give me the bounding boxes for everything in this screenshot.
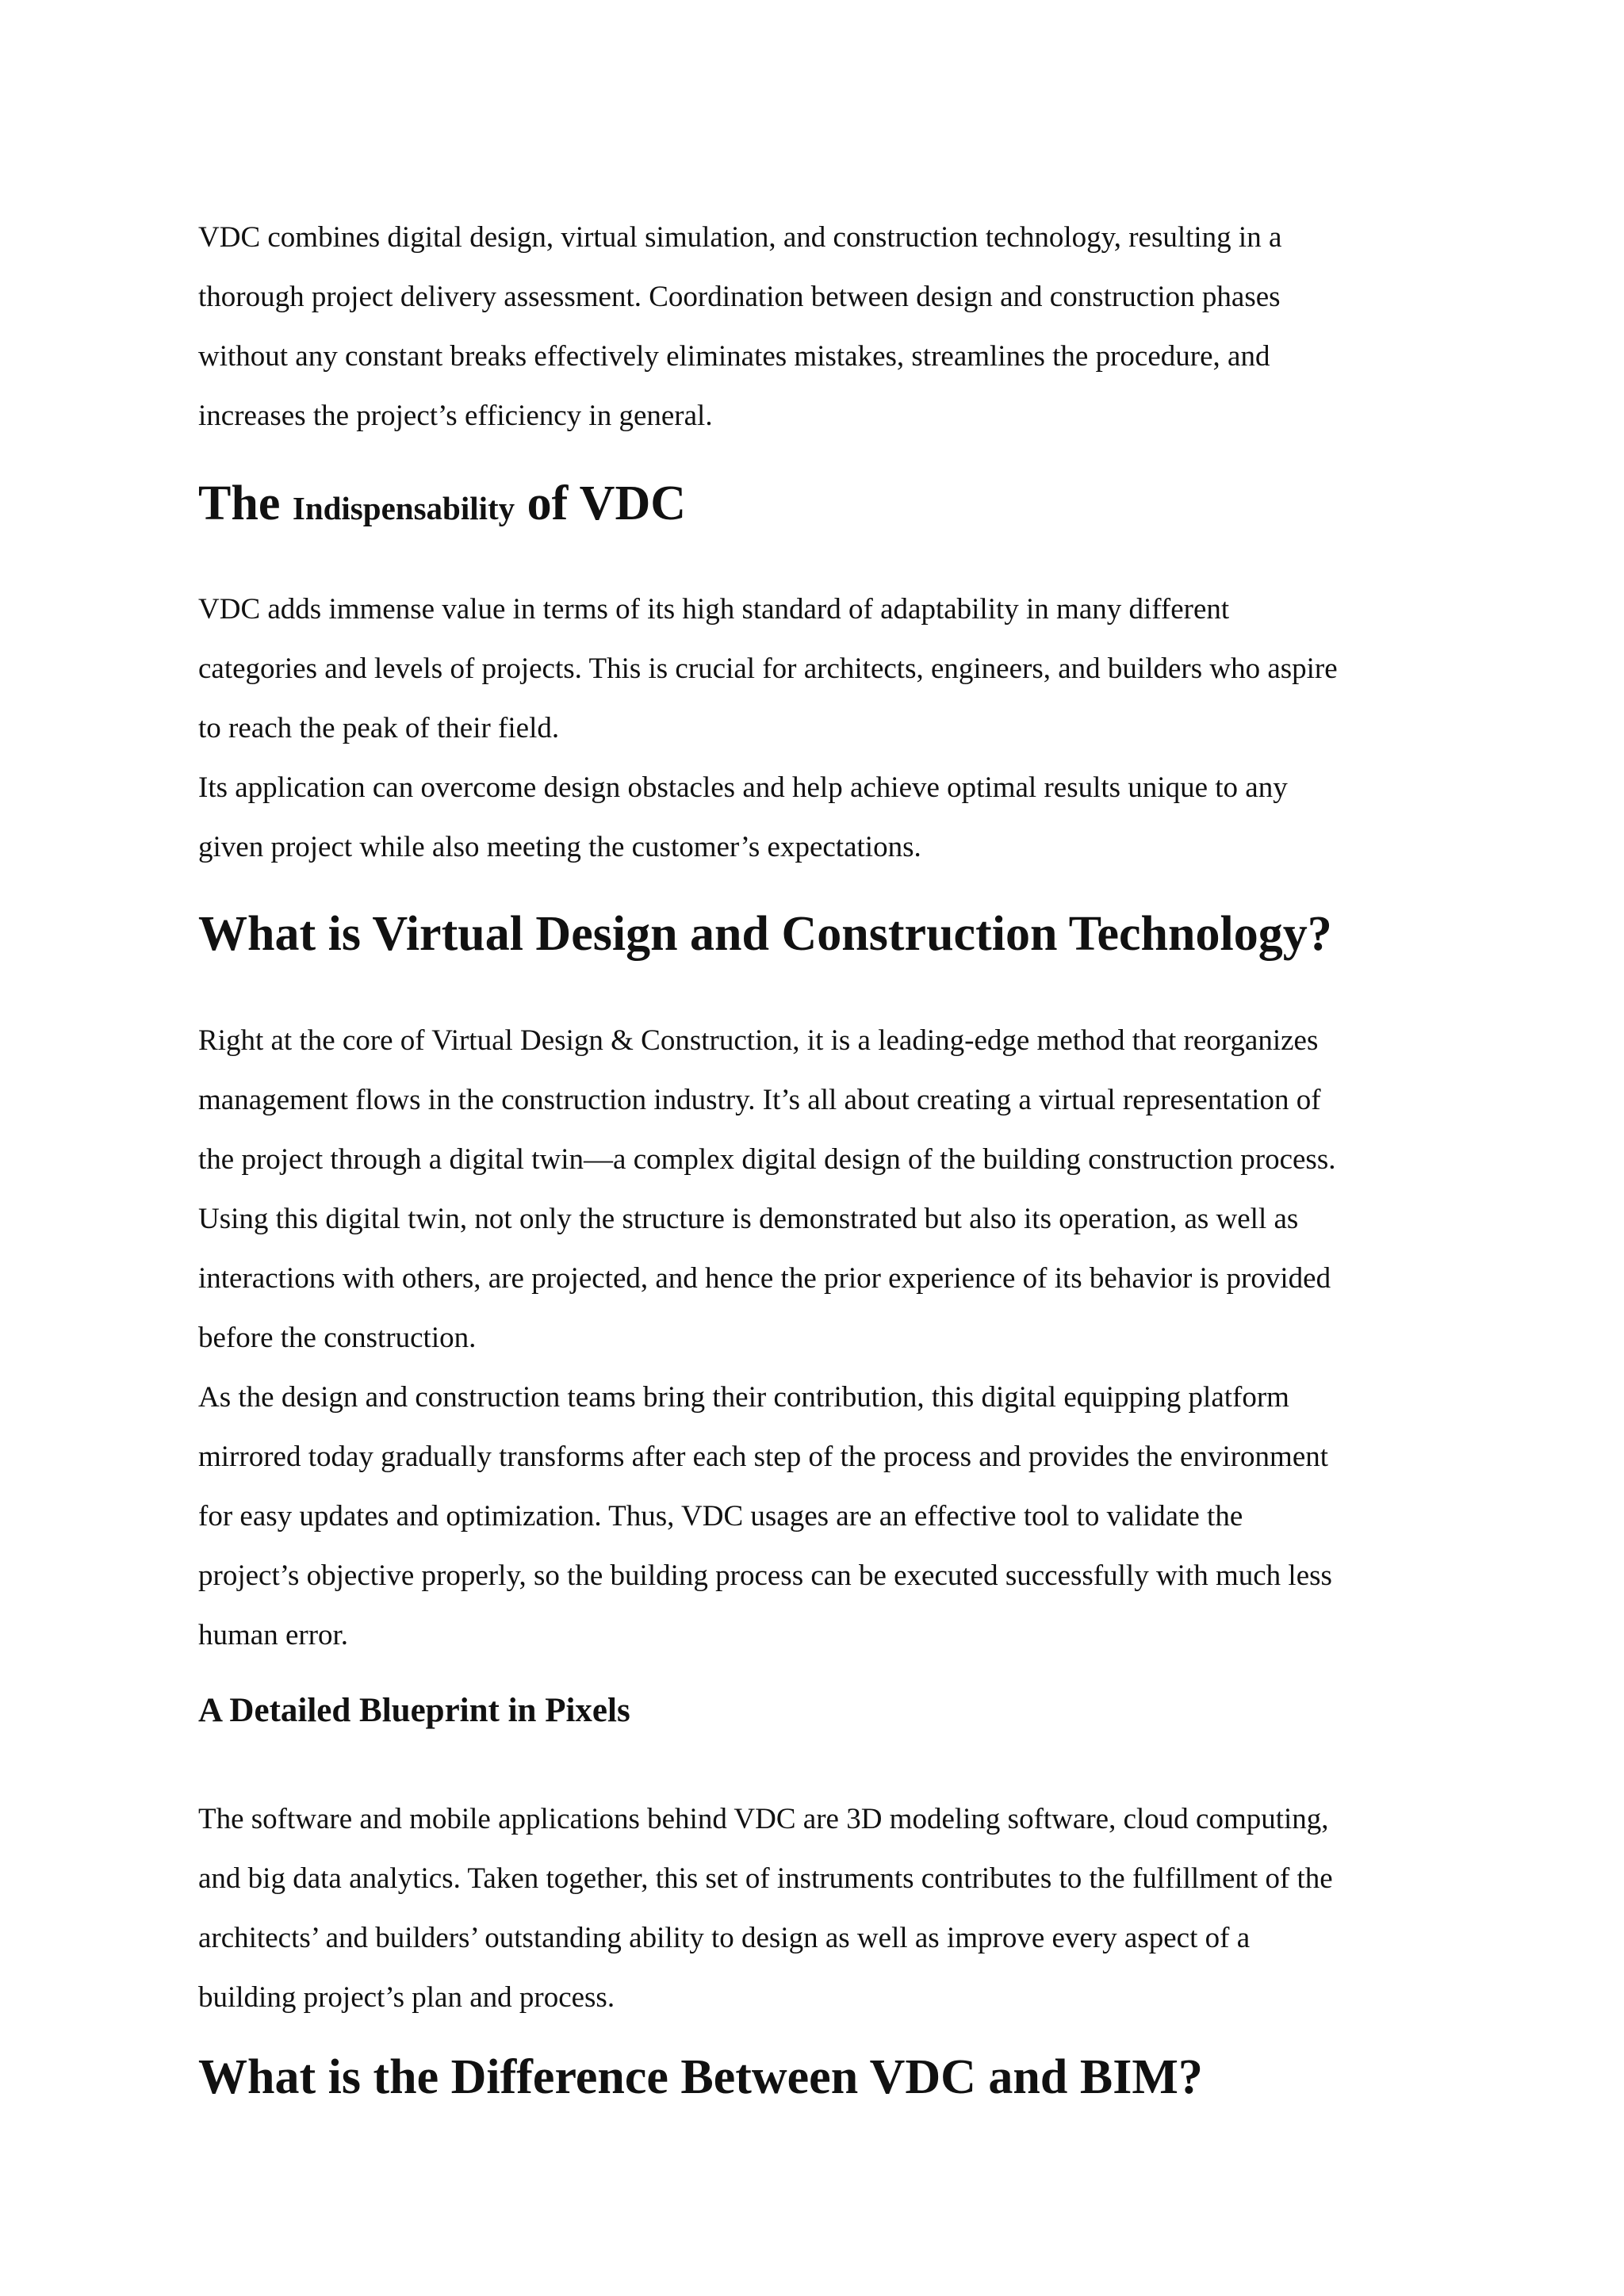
text-line: before the construction. bbox=[198, 1322, 477, 1354]
intro-paragraph bbox=[198, 208, 1467, 446]
heading-text: A Detailed Blueprint in Pixels bbox=[198, 1692, 630, 1729]
text-line: mirrored today gradually transforms after each step of the process and provides the environment bbox=[198, 1441, 1329, 1473]
text-line: management flows in the construction industry. It’s all about creating a virtual representation of bbox=[198, 1084, 1321, 1116]
section-heading-vdc-technology bbox=[198, 902, 1467, 966]
heading-part: The bbox=[198, 476, 281, 530]
text-line: Its application can overcome design obstacles and help achieve optimal results unique to any bbox=[198, 771, 1288, 804]
text-line: the project through a digital twin—a complex digital design of the building construction process. bbox=[198, 1143, 1336, 1176]
text-line: interactions with others, are projected, and hence the prior experience of its behavior is provided bbox=[198, 1262, 1331, 1295]
section-heading-indispensability bbox=[198, 472, 1467, 540]
text-line: for easy updates and optimization. Thus, VDC usages are an effective tool to validate the bbox=[198, 1500, 1243, 1533]
indispensability-paragraph-1 bbox=[198, 580, 1467, 758]
section-heading-vdc-vs-bim bbox=[198, 2045, 1467, 2109]
section-heading-blueprint bbox=[198, 1687, 1467, 1735]
text-line: human error. bbox=[198, 1619, 349, 1651]
indispensability-paragraph-2 bbox=[198, 758, 1467, 877]
text-line: and big data analytics. Taken together, this set of instruments contributes to the fulfillment of the bbox=[198, 1862, 1333, 1895]
text-line: building project’s plan and process. bbox=[198, 1981, 615, 2014]
text-line: given project while also meeting the customer’s expectations. bbox=[198, 831, 921, 863]
heading-text: What is Virtual Design and Construction Technology? bbox=[198, 907, 1332, 961]
text-line: The software and mobile applications behind VDC are 3D modeling software, cloud computing, bbox=[198, 1803, 1329, 1835]
text-line: categories and levels of projects. This is crucial for architects, engineers, and builders who aspire bbox=[198, 652, 1338, 685]
text-line: Using this digital twin, not only the structure is demonstrated but also its operation, as well as bbox=[198, 1203, 1299, 1235]
blueprint-paragraph bbox=[198, 1789, 1467, 2027]
text-line: As the design and construction teams bring their contribution, this digital equipping platform bbox=[198, 1381, 1289, 1414]
text-line: increases the project’s efficiency in general. bbox=[198, 400, 713, 432]
text-line: Right at the core of Virtual Design & Construction, it is a leading-edge method that reorganizes bbox=[198, 1024, 1319, 1057]
text-line: VDC adds immense value in terms of its high standard of adaptability in many different bbox=[198, 593, 1230, 626]
heading-text: What is the Difference Between VDC and BIM? bbox=[198, 2050, 1203, 2104]
text-line: architects’ and builders’ outstanding ability to design as well as improve every aspect of a bbox=[198, 1922, 1251, 1954]
text-line: project’s objective properly, so the building process can be executed successfully with much less bbox=[198, 1559, 1332, 1592]
text-line: VDC combines digital design, virtual simulation, and construction technology, resulting in a bbox=[198, 221, 1282, 254]
text-line: thorough project delivery assessment. Coordination between design and construction phases bbox=[198, 281, 1281, 313]
text-line: to reach the peak of their field. bbox=[198, 712, 560, 744]
text-line: without any constant breaks effectively eliminates mistakes, streamlines the procedure, and bbox=[198, 340, 1270, 373]
heading-part: of VDC bbox=[527, 476, 687, 530]
vdc-technology-paragraph-1 bbox=[198, 1011, 1467, 1368]
heading-part: Indispensability bbox=[292, 490, 515, 526]
vdc-technology-paragraph-2 bbox=[198, 1368, 1467, 1665]
